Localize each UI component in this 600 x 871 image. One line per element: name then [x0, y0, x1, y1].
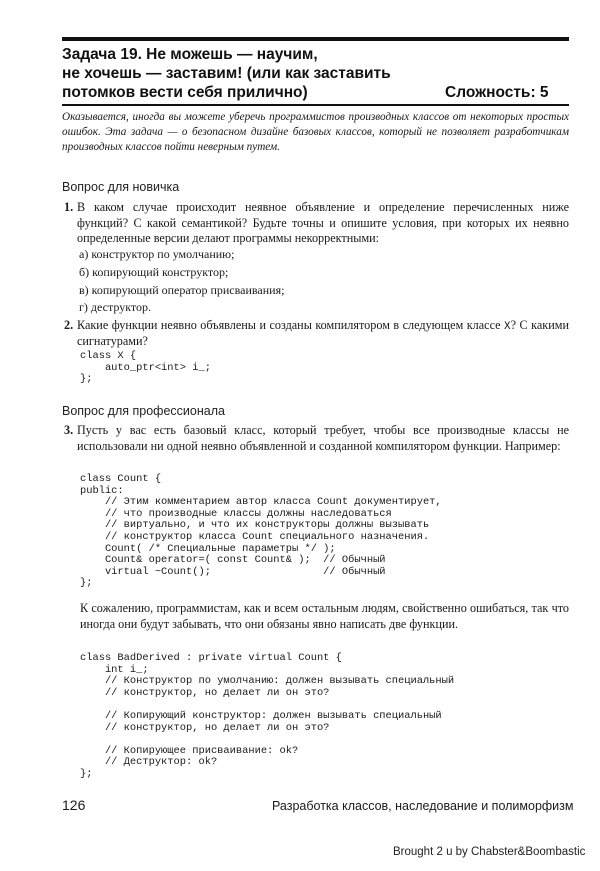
- question-2-text: Какие функции неявно объявлены и созданы компилятором в следующем классе: [77, 318, 505, 332]
- question-1-number: 1.: [64, 200, 74, 214]
- question-3-paragraph-2: К сожалению, программистам, как и всем остальным людям, свойственно ошибаться, так что иногда они будут забывать, что они обязаны явно написать две функции.: [80, 601, 569, 631]
- novice-heading: Вопрос для новичка: [62, 180, 180, 194]
- question-2-class-name: X: [504, 321, 511, 333]
- list-item-d: г) деструктор.: [79, 300, 151, 314]
- list-item-a: а) конструктор по умолчанию;: [79, 247, 235, 261]
- code-block-bad-derived: class BadDerived : private virtual Count { int i_; // Конструктор по умолчанию: должен вызывать специальный // конструктор, но делает ли он это? // Копирующий конструктор: должен вызывать специальный // конструктор, но делает ли он это? // Копирующее присваивание: ok? // Деструктор: ok? };: [80, 652, 455, 780]
- chapter-title: Разработка классов, наследование и полиморфизм: [272, 799, 574, 813]
- question-3-text: Пусть у вас есть базовый класс, который требует, чтобы все производные классы не использовали ни одной неявно объявленной и созданной компилятором функции. Например:: [77, 423, 569, 453]
- task-title-line-1: Задача 19. Не можешь — научим,: [62, 46, 318, 63]
- task-title-line-2: не хочешь — заставим! (или как заставить: [62, 65, 391, 82]
- page-number: 126: [62, 797, 86, 813]
- question-2-text-end: ? С какими сигнатурами?: [77, 318, 569, 348]
- header-rule: [62, 104, 569, 106]
- top-rule: [62, 37, 569, 41]
- question-3-number: 3.: [64, 423, 74, 437]
- code-block-count: class Count { public: // Этим комментарием автор класса Count документирует, // что производные классы должны наследоваться // виртуально, и что их конструкторы должны вызывать // конструктор класса Count специального назначения. Count( /* Специальные параметры */ ); Count& operator=( const Count& ); // Обычный virtual ~Count(); // Обычный };: [80, 473, 442, 590]
- task-title-line-3: потомков вести себя прилично): [62, 84, 308, 101]
- watermark: Brought 2 u by Chabster&Boombastic: [393, 846, 586, 858]
- question-2-number: 2.: [64, 318, 74, 332]
- question-1-text: В каком случае происходит неявное объявление и определение перечисленных ниже функций? С какой семантикой? Будьте точны и опишите условия, при которых их неявно определенные версии делают программы некорректными:: [77, 200, 569, 245]
- intro-paragraph: Оказывается, иногда вы можете уберечь программистов производных классов от некоторых простых ошибок. Эта задача — о безопасном дизайне базовых классов, который не позволяет разработчикам производных классов пойти неверным путем.: [62, 111, 569, 153]
- list-item-c: в) копирующий оператор присваивания;: [79, 283, 285, 297]
- question-2: [64, 318, 569, 349]
- pro-heading: Вопрос для профессионала: [62, 404, 225, 418]
- question-1: [64, 200, 569, 247]
- difficulty-label: Сложность: 5: [445, 84, 549, 101]
- code-block-class-x: class X { auto_ptr<int> i_; };: [80, 350, 211, 386]
- question-3: [64, 423, 569, 454]
- task-title: [62, 45, 392, 102]
- list-item-b: б) копирующий конструктор;: [79, 265, 229, 279]
